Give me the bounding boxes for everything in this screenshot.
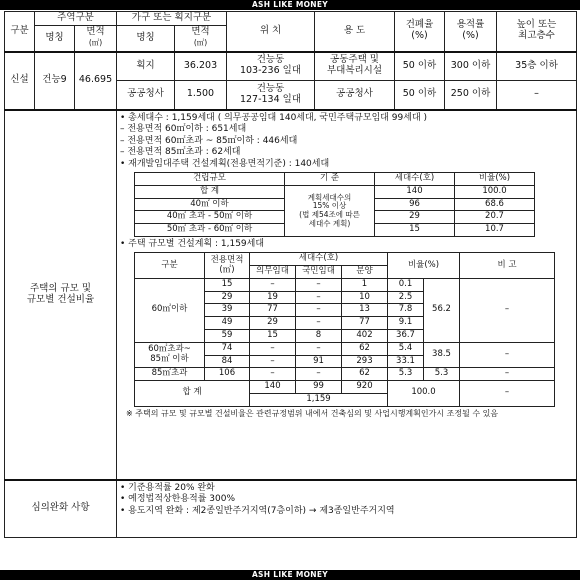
relax-content [117,480,577,538]
plan-national: 91 [296,355,342,368]
rental-count: 29 [375,211,455,224]
plan-note: – [460,278,555,342]
plan-area: 29 [205,291,250,304]
plan-sale: 1 [342,278,388,291]
list-item: – 전용면적 60㎡이하 : 651세대 [120,124,247,135]
plan-national: – [296,304,342,317]
fac-use: 공동주택 및 부대복리시설 [315,52,395,81]
header-fac-name: 명칭 [117,26,175,52]
plan-sale: 402 [342,330,388,343]
rental-ratio: 68.6 [455,198,535,211]
rental-header: 기 준 [285,173,375,186]
plan-sale: 77 [342,317,388,330]
plan-area: 39 [205,304,250,317]
list-item: – 전용면적 85㎡초과 : 62세대 [120,147,241,158]
fac-location: 건능동 103-236 일대 [227,52,315,81]
list-item: • 기준용적률 20% 완화 [120,482,215,493]
rental-title: • 재개발임대주택 건설계획(전용면적기준) : 140세대 [120,158,330,169]
rental-row-label: 40㎡ 이하 [135,198,285,211]
plan-sale: 62 [342,368,388,381]
plan-ratio: 33.1 [388,355,424,368]
plan-title: • 주택 규모별 건설계획 : 1,159세대 [120,238,265,249]
plan-mandatory: – [250,355,296,368]
header-location: 위 치 [227,12,315,52]
plan-area: 74 [205,342,250,355]
header-zone-area: 면적 (㎡) [75,26,117,52]
plan-ratio: 5.3 [388,368,424,381]
rental-header: 비율(%) [455,173,535,186]
plan-table [134,252,555,406]
rental-ratio: 100.0 [455,185,535,198]
plan-area: 106 [205,368,250,381]
plan-header-gubun: 구분 [135,253,205,279]
plan-header-mandatory: 의무임대 [250,266,296,279]
header-use: 용 도 [315,12,395,52]
header-height: 높이 또는 최고층수 [497,12,577,52]
list-item: – 전용면적 60㎡초과 ~ 85㎡이하 : 446세대 [120,135,298,146]
plan-header-national: 국민임대 [296,266,342,279]
plan-subtotal: 5.3 [424,368,460,381]
plan-national: 8 [296,330,342,343]
plan-subtotal: 56.2 [424,278,460,342]
plan-sale: 62 [342,342,388,355]
plan-ratio: 5.4 [388,342,424,355]
rental-count: 140 [375,185,455,198]
fac-name: 획지 [117,52,175,81]
fac-far: 250 이하 [445,81,497,110]
plan-national: – [296,278,342,291]
plan-header-note: 비 고 [460,253,555,279]
plan-header-units: 세대수(호) [250,253,388,266]
header-bcr: 건폐율 (%) [395,12,445,52]
fac-name: 공공청사 [117,81,175,110]
fac-height: – [497,81,577,110]
plan-ratio: 7.8 [388,304,424,317]
plan-national: – [296,317,342,330]
scale-label: 주택의 규모 및 규모별 건설비율 [5,110,117,480]
plan-total-note: – [460,381,555,407]
rental-row-label: 50㎡ 초과 - 60㎡ 이하 [135,224,285,237]
plan-subtotal: 38.5 [424,342,460,368]
plan-ratio: 0.1 [388,278,424,291]
header-far: 용적률 (%) [445,12,497,52]
list-item: • 예정법적상한용적률 300% [120,494,236,505]
row-new-zone-name: 건능9 [35,52,75,110]
rental-criteria: 계획세대수의 15% 이상 (법 제54조에 따른 세대수 계획) [285,185,375,236]
plan-area: 15 [205,278,250,291]
list-item: • 총세대수 : 1,159세대 ( 의무공공임대 140세대, 국민주택규모임대 99세대 ) [120,112,428,123]
plan-national: – [296,291,342,304]
plan-group-label: 85㎡초과 [135,368,205,381]
plan-mandatory: 77 [250,304,296,317]
plan-total-ratio: 100.0 [388,381,460,407]
header-fac-area: 면적 (㎡) [175,26,227,52]
plan-mandatory: – [250,278,296,291]
rental-ratio: 10.7 [455,224,535,237]
fac-height: 35층 이하 [497,52,577,81]
relax-list [120,483,573,518]
plan-area: 49 [205,317,250,330]
plan-mandatory: – [250,342,296,355]
plan-note: – [460,342,555,368]
plan-mandatory: 29 [250,317,296,330]
fac-bcr: 50 이하 [395,52,445,81]
plan-total-national: 99 [296,381,342,394]
header-zone: 주역구분 [35,12,117,26]
plan-total-sale: 920 [342,381,388,394]
plan-sale: 293 [342,355,388,368]
document-table [4,11,576,538]
plan-header-sale: 분양 [342,266,388,279]
top-banner: ASH LIKE MONEY [0,0,580,10]
plan-national: – [296,368,342,381]
plan-sale: 13 [342,304,388,317]
rental-table [134,172,535,237]
plan-header-ratio: 비율(%) [388,253,460,279]
row-new-zone-area: 46.695 [75,52,117,110]
header-facility: 가구 또는 획지구분 [117,12,227,26]
plan-ratio: 2.5 [388,291,424,304]
header-gubun: 구분 [5,12,35,52]
plan-total-label: 합 계 [135,381,250,407]
unit-summary-list [120,113,573,159]
plan-area: 59 [205,330,250,343]
scale-footnote: ※ 주택의 규모 및 규모별 건설비율은 관련규정범위 내에서 건축심의 및 사업시행계획인가시 조정될 수 있음 [126,408,499,418]
plan-total-mandatory: 140 [250,381,296,394]
plan-mandatory: 19 [250,291,296,304]
plan-area: 84 [205,355,250,368]
fac-location: 건능동 127-134 일대 [227,81,315,110]
relax-label: 심의완화 사항 [5,480,117,538]
fac-area: 36.203 [175,52,227,81]
plan-total-all: 1,159 [250,393,388,406]
header-zone-name: 명칭 [35,26,75,52]
bottom-banner: ASH LIKE MONEY [0,570,580,580]
rental-header: 세대수(호) [375,173,455,186]
fac-far: 300 이하 [445,52,497,81]
plan-note: – [460,368,555,381]
rental-row-label: 40㎡ 초과 - 50㎡ 이하 [135,211,285,224]
plan-ratio: 9.1 [388,317,424,330]
scale-content [117,110,577,480]
rental-header: 건립규모 [135,173,285,186]
fac-use: 공공청사 [315,81,395,110]
plan-group-label: 60㎡초과~ 85㎡ 이하 [135,342,205,368]
rental-count: 15 [375,224,455,237]
rental-row-label: 합 계 [135,185,285,198]
list-item: • 용도지역 완화 : 제2종일반주거지역(7층이하) → 제3종일반주거지역 [120,505,395,516]
plan-mandatory: 15 [250,330,296,343]
fac-bcr: 50 이하 [395,81,445,110]
fac-area: 1.500 [175,81,227,110]
plan-national: – [296,342,342,355]
rental-count: 96 [375,198,455,211]
plan-header-area: 전용면적 (㎡) [205,253,250,279]
plan-group-label: 60㎡이하 [135,278,205,342]
plan-sale: 10 [342,291,388,304]
plan-ratio: 36.7 [388,330,424,343]
rental-ratio: 20.7 [455,211,535,224]
plan-mandatory: – [250,368,296,381]
row-new-label: 신설 [5,52,35,110]
